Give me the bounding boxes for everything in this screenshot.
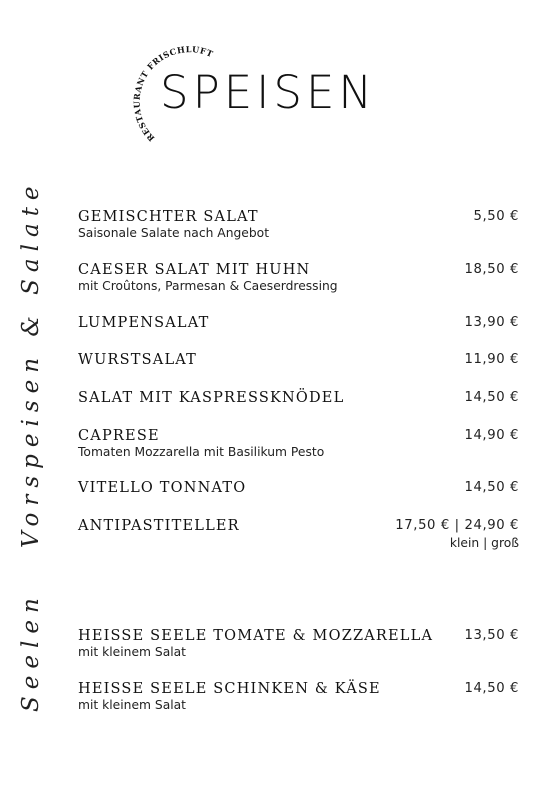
page-title: SPEISEN [160, 66, 377, 119]
item-price-note: klein | groß [449, 536, 519, 550]
item-price-block [395, 518, 519, 551]
item-description: Saisonale Salate nach Angebot [78, 226, 270, 240]
menu-item [78, 208, 519, 241]
item-name: WURSTSALAT [78, 352, 198, 368]
menu-item [78, 680, 519, 713]
item-name: VITELLO TONNATO [78, 480, 247, 496]
item-price: 11,90 € [464, 352, 519, 367]
section-label-seelen: Seelen [18, 591, 44, 712]
item-name: GEMISCHTER SALAT [78, 209, 259, 225]
item-description: mit Croûtons, Parmesan & Caeserdressing [78, 279, 338, 293]
item-name: CAPRESE [78, 428, 160, 444]
item-name: CAESER SALAT MIT HUHN [78, 262, 311, 278]
item-price: 14,50 € [464, 681, 519, 696]
item-description: mit kleinem Salat [78, 698, 187, 712]
item-price: 17,50 € | 24,90 € [395, 518, 519, 533]
menu-item [78, 314, 519, 332]
item-price: 14,90 € [464, 428, 519, 443]
logo-arc-text: RESTAURANT FRISCHLUFT [131, 44, 215, 144]
item-name: HEISSE SEELE SCHINKEN & KÄSE [78, 681, 381, 697]
item-name: HEISSE SEELE TOMATE & MOZZARELLA [78, 628, 434, 644]
menu-item [78, 427, 519, 460]
menu-item [78, 351, 519, 369]
menu-item [78, 261, 519, 294]
item-price: 14,50 € [464, 480, 519, 495]
item-price: 5,50 € [473, 209, 519, 224]
menu-item [78, 479, 519, 497]
item-name: SALAT MIT KASPRESSKNÖDEL [78, 390, 345, 406]
section-label-vorspeisen: Vorspeisen & Salate [18, 179, 44, 548]
item-price: 13,90 € [464, 315, 519, 330]
item-price: 18,50 € [464, 262, 519, 277]
item-description: Tomaten Mozzarella mit Basilikum Pesto [78, 445, 325, 459]
item-description: mit kleinem Salat [78, 645, 187, 659]
menu-item [78, 389, 519, 407]
item-name: ANTIPASTITELLER [78, 518, 240, 534]
menu-item [78, 627, 519, 660]
item-name: LUMPENSALAT [78, 315, 210, 331]
item-price: 14,50 € [464, 390, 519, 405]
menu-item [78, 517, 519, 550]
item-price: 13,50 € [464, 628, 519, 643]
